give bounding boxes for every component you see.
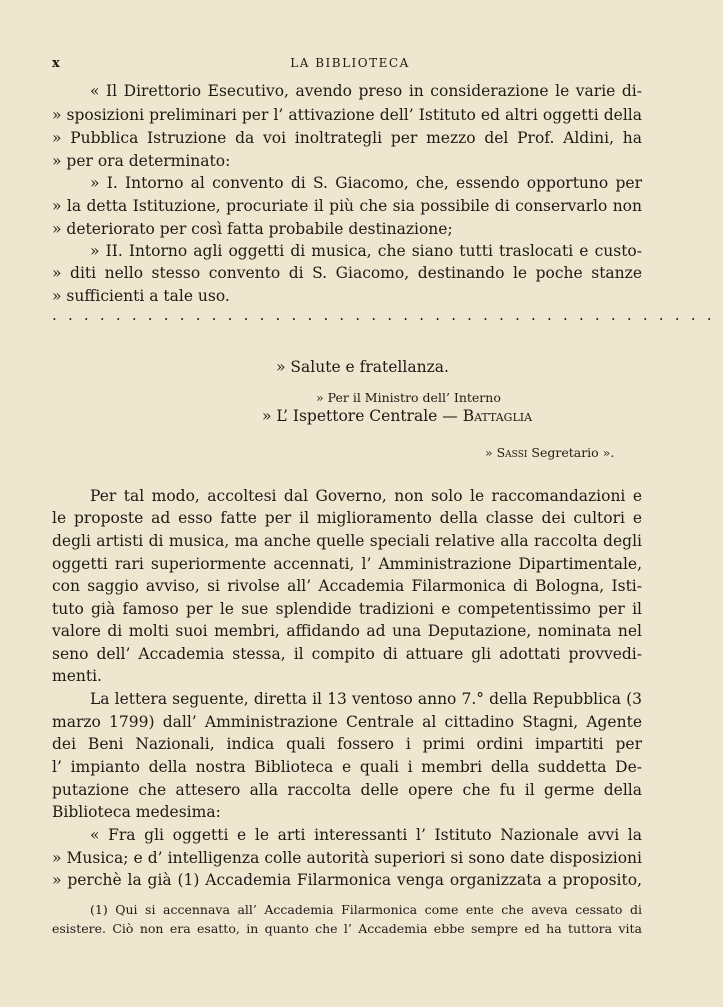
footnote-line: esistere. Ciò non era esatto, in quanto che l’ Accademia ebbe sempre ed ha tuttora vita [52,921,642,936]
letter-line: » II. Intorno agli oggetti di musica, che siano tutti traslocati e custo- [90,242,642,260]
letter-line: » I. Intorno al convento di S. Giacomo, che, essendo opportuno per [90,174,642,192]
body-line: La lettera seguente, diretta il 13 ventoso anno 7.° della Repubblica (3 [90,690,642,708]
letter-line: » deteriorato per così fatta probabile destinazione; [52,220,453,238]
body-line: menti. [52,667,102,685]
ellipsis-row: .......................................... [52,306,723,324]
body-line: » perchè la già (1) Accademia Filarmonica venga organizzata a proposito, [52,871,642,889]
body-line: » Musica; e d’ intelligenza colle autorità superiori si sono date disposizioni [52,849,642,867]
inspector-name: Battaglia [462,407,533,425]
letter-line: » Pubblica Istruzione da voi inoltrategli per mezzo del Prof. Aldini, ha [52,129,642,147]
body-line: Per tal modo, accoltesi dal Governo, non solo le raccomandazioni e [90,487,642,505]
page-header [52,56,648,76]
secretary-name: » Sassi [485,445,528,460]
body-line: dei Beni Nazionali, indica quali fossero i primi ordini impartiti per [52,735,642,753]
inspector-title: » L’ Ispettore Centrale — [262,407,463,425]
letter-line: « Il Direttorio Esecutivo, avendo preso in considerazione le varie di- [90,82,642,100]
letter-line: » diti nello stesso convento di S. Giacomo, destinando le poche stanze [52,264,642,282]
letter-line: » per ora determinato: [52,152,231,170]
letter-line: » sufficienti a tale uso. [52,287,230,305]
body-line: l’ impianto della nostra Biblioteca e quali i membri della suddetta De- [52,758,642,776]
secretary-role: Segretario ». [527,445,615,460]
salutation: » Salute e fratellanza. [276,358,449,376]
page-number: x [52,56,62,71]
inspector-line [262,405,532,427]
letter-line: » la detta Istituzione, procuriate il più che sia possibile di conservarlo non [52,197,642,215]
body-line: Biblioteca medesima: [52,803,221,821]
body-line: seno dell’ Accademia stessa, il compito di attuare gli adottati provvedi- [52,645,642,663]
body-line: degli artisti di musica, ma anche quelle speciali relative alla raccolta degli [52,532,642,550]
footnote-line: (1) Qui si accennava all’ Accademia Filarmonica come ente che aveva cessato di [90,902,642,917]
body-line: valore di molti suoi membri, affidando ad una Deputazione, nominata nel [52,622,642,640]
letter-line: » sposizioni preliminari per l’ attivazione dell’ Istituto ed altri oggetti della [52,106,642,124]
secretary-line [485,442,614,464]
body-line: le proposte ad esso fatte per il miglioramento della classe dei cultori e [52,509,642,527]
body-line: putazione che attesero alla raccolta delle opere che fu il germe della [52,781,642,799]
body-line: oggetti rari superiormente accennati, l’ Amministrazione Dipartimentale, [52,555,642,573]
body-line: marzo 1799) dall’ Amministrazione Centrale al cittadino Stagni, Agente [52,713,642,731]
body-line: con saggio avviso, si rivolse all’ Accademia Filarmonica di Bologna, Isti- [52,577,642,595]
running-title: LA BIBLIOTECA [290,56,410,70]
body-line: « Fra gli oggetti e le arti interessanti l’ Istituto Nazionale avvi la [90,826,642,844]
body-line: tuto già famoso per le sue splendide tradizioni e competentissimo per il [52,600,642,618]
minister-line: » Per il Ministro dell’ Interno [316,390,501,405]
